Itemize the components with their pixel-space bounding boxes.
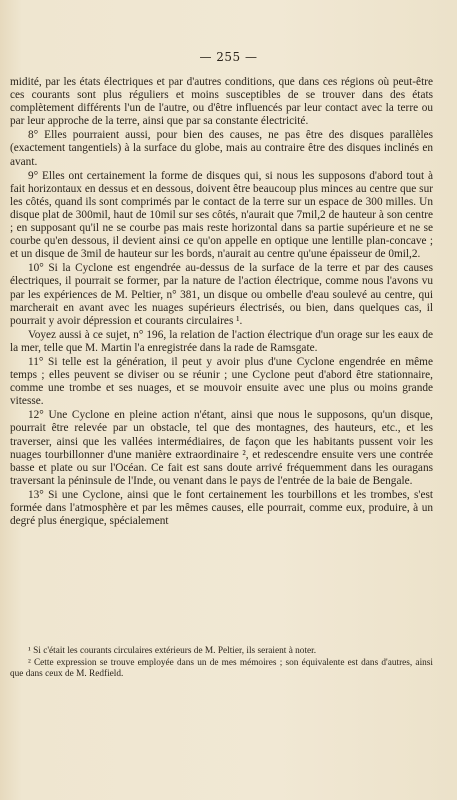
paragraph-11: 11° Si telle est la génération, il peut y avoir plus d'une Cyclone engendrée en même temps ; elles peuvent se diviser ou se réunir ; une Cyclone peut d'abord être stationnaire, comme une trombe et ses nuages, et se mouvoir ensuite avec une plus ou moins grande vitesse.	[10, 355, 433, 408]
paragraph-8: 8° Elles pourraient aussi, pour bien des causes, ne pas être des disques parallèles (exactement tangentiels) à la surface du globe, mais au contraire être des disques inclinés en avant.	[10, 129, 433, 168]
paragraph-continuation: midité, par les états électriques et par d'autres conditions, que dans ces régions où peut-être ces courants sont plus réguliers et moins susceptibles de se trouver dans des états complètement différents l'un de l'autre, ou d'être influencés par leur contact avec la terre ou par leur approche de la terre, ainsi que par sa constante électricité.	[10, 76, 433, 128]
page-number: — 255 —	[199, 50, 258, 64]
body-text	[10, 76, 433, 529]
footnote-2: ² Cette expression se trouve employée dans un de mes mémoires ; son équivalente est dans d'autres, ainsi que dans ceux de M. Redfield.	[10, 657, 433, 679]
footnotes	[10, 646, 433, 681]
paragraph-12: 12° Une Cyclone en pleine action n'étant, ainsi que nous le supposons, qu'un disque, pourrait être relevée par un obstacle, tel que des montagnes, des hauteurs, etc., et les traverser, ainsi que les vallées intermédiaires, de façon que les habitants pussent voir les nuages tourbillonner d'une manière extraordinaire ², et redescendre ensuite vers une contrée basse et plate ou sur l'Océan. Ce fait est sans doute arrivé fréquemment dans les ouragans traversant la péninsule de l'Inde, ou venant dans le pays de l'entrée de la baie de Bengale.	[10, 409, 433, 487]
paragraph-13: 13° Si une Cyclone, ainsi que le font certainement les tourbillons et les trombes, s'est formée dans l'atmosphère et par les mêmes causes, elle pourrait, comme eux, produire, à un degré plus énergique, spécialement	[10, 488, 433, 528]
paragraph-9: 9° Elles ont certainement la forme de disques qui, si nous les supposons d'abord tout à fait horizontaux en dessus et en dessous, doivent être beaucoup plus minces au centre que sur les côtés, quand ils sont comprimés par le contact de la terre sur un espace de 300 milles. Un disque plat de 300mil, haut de 10mil sur ses côtés, n'aurait que 7mil,2 de hauteur à son centre ; en supposant qu'il ne se courbe pas mais reste horizontal dans sa partie supérieure et ne se courbe qu'en dessous, il devient ainsi ce qu'on appelle en optique une lentille plan-concave ; et un disque de 3mil de hauteur sur les bords, n'aurait au centre qu'une épaisseur de 0mil,2.	[10, 169, 433, 261]
paragraph-voyez: Voyez aussi à ce sujet, n° 196, la relation de l'action électrique d'un orage sur les eaux de la mer, telle que M. Martin l'a enregistrée dans la rade de Ramsgate.	[10, 328, 433, 354]
paragraph-10: 10° Si la Cyclone est engendrée au-dessus de la surface de la terre et par des causes électriques, il pourrait se former, par la nature de l'action électrique, comme nous l'avons vu par les expériences de M. Peltier, n° 381, un disque ou ombelle d'eau soulevé au centre, qui marcherait en avant avec les nuages supérieurs électrisés, ou bien, dans quelques cas, il pourrait y avoir dépression et courants circulaires ¹.	[10, 262, 433, 327]
footnote-1: ¹ Si c'était les courants circulaires extérieurs de M. Peltier, ils seraient à noter.	[28, 646, 317, 656]
